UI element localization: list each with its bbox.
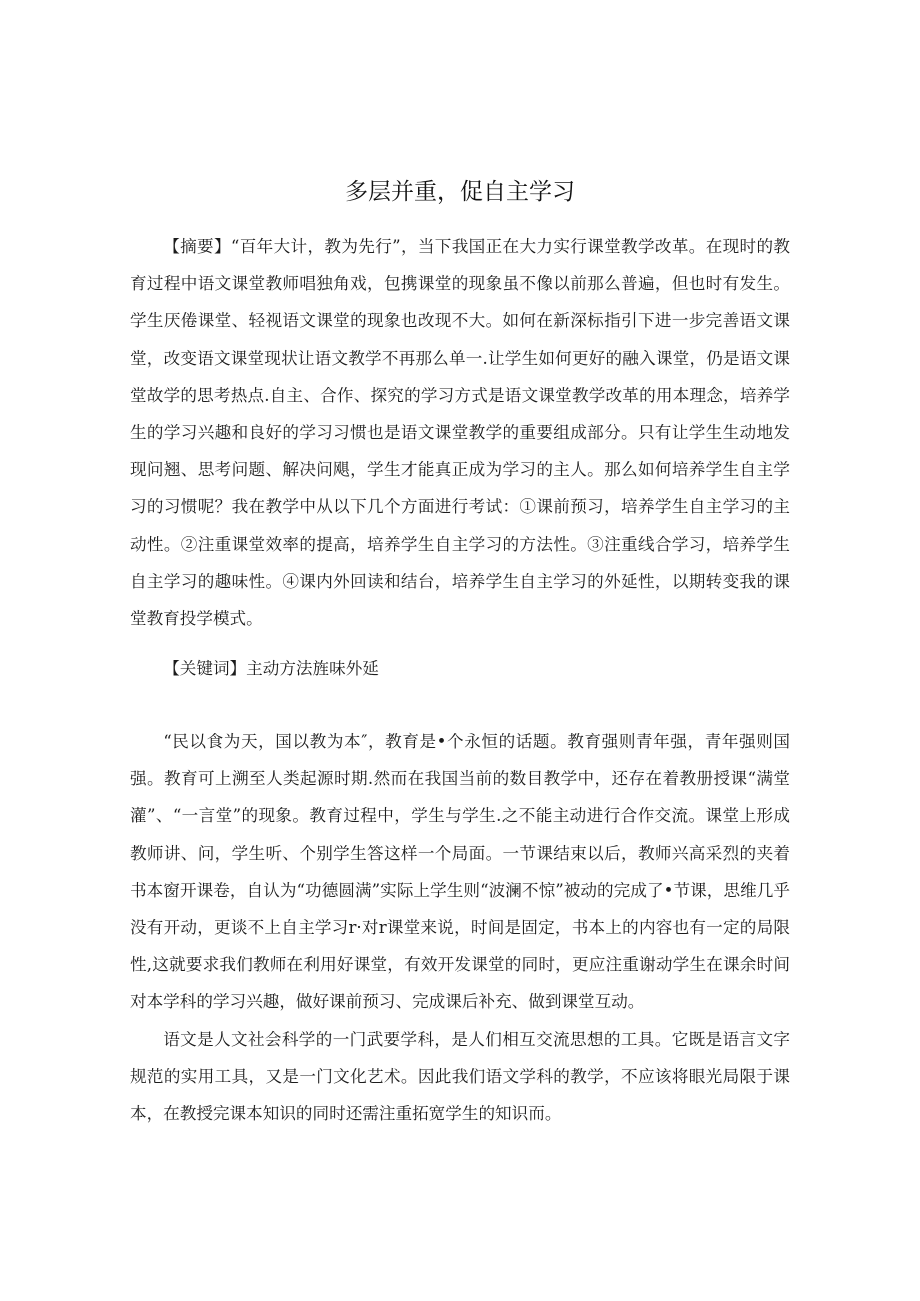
document-title: 多层并重，促自主学习 bbox=[345, 179, 575, 205]
body-paragraph-1: “民以食为天，国以教为本″，教育是•个永恒的话题。教育强则青年强，青年强则国强。教育可上溯至人类起源时期.然而在我国当前的数目教学中，还存在着教册授课“满堂灌”、“一言堂”的现象。教育过程中，学生与学生.之不能主动进行合作交流。课堂上形成教师讲、问，学生听、个别学生答这样一个局面。一节课结束以后，教师兴高采烈的夹着书本窗开课卷，自认为“功德圆满”实际上学生则“波澜不惊”被动的完成了•节课，思维几乎没有开动，更谈不上自主学习r·对r课堂来说，时间是固定，书本上的内容也有一定的局限性,这就要求我们教师在利用好课堂，有效开发课堂的同时，更应注重谢动学生在课余时间对本学科的学习兴趣，做好课前预习、完成课后补充、做到课堂互动。 bbox=[130, 732, 790, 1012]
abstract-paragraph bbox=[130, 228, 790, 637]
keywords-text: 主动方法旌味外延 bbox=[246, 659, 379, 678]
main-body bbox=[130, 723, 790, 1132]
abstract-section bbox=[130, 228, 790, 637]
keywords-section bbox=[130, 650, 790, 687]
keywords-paragraph bbox=[130, 650, 790, 687]
abstract-text: “百年大计，教为先行”，当下我国正在大力实行课堂教学改革。在现时的教育过程中语文课堂教师唱独角戏，包携课堂的现象虽不像以前那么普遍，但也时有发生。学生厌倦课堂、轻视语文课堂的现象也改现不大。如何在新深标指引下进一步完善语文课堂，改变语文课堂现状让语文教学不再那么单一.让学生如何更好的融入课堂，仍是语文课堂故学的思考热点.自主、合作、探究的学习方式是语文课堂教学改革的用本理念，培养学生的学习兴趣和良好的学习习惯也是语文课堂教学的重要组成部分。只有让学生生动地发现问翘、思考问题、解决问飓，学生才能真正成为学习的主人。那么如何培养学生自主学习的习惯呢？我在教学中从以下几个方面进行考试：①课前预习，培养学生自主学习的主动性。②注重课堂效率的提高，培养学生自主学习的方法性。③注重线合学习，培养学生自主学习的趣味性。④课内外回读和结台，培养学生自主学习的外延性，以期转变我的课堂教育投学模式。 bbox=[130, 237, 791, 629]
keywords-label: 【关键词】 bbox=[163, 659, 247, 678]
abstract-label: 【摘要】 bbox=[163, 237, 231, 256]
body-paragraph-2: 语文是人文社会科学的一门武要学科，是人们相互交流思想的工具。它既是语言文字规范的实用工具，又是一门文化艺术。因此我们语文学科的教学，不应该将眼光局限于课本，在教授完课本知识的同时还需注重拓宽学生的知识而。 bbox=[130, 1029, 790, 1124]
